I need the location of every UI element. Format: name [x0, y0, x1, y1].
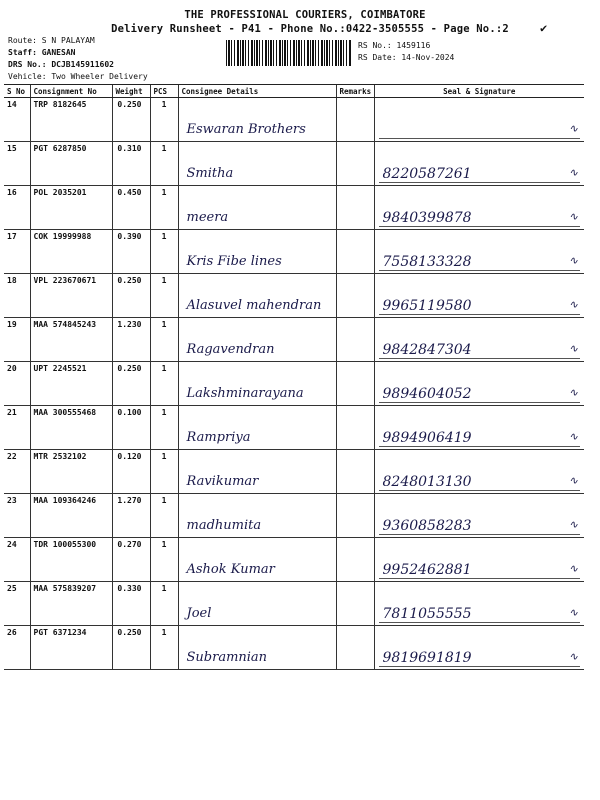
signature-line [379, 314, 581, 315]
signature-line [379, 402, 581, 403]
drs-label: DRS No.: [8, 60, 47, 69]
remarks-cell [336, 230, 374, 274]
signature-cell [374, 98, 584, 142]
weight: 1.230 [112, 318, 150, 362]
serial-number: 15 [4, 142, 30, 186]
consignee-cell [178, 450, 336, 494]
signature-line [379, 182, 581, 183]
consignee-cell [178, 274, 336, 318]
rs-no-label: RS No.: [358, 41, 392, 50]
rs-number-line [358, 41, 430, 50]
table-row [4, 230, 584, 274]
consignment-number: MAA 575839207 [30, 582, 112, 626]
signature-line [379, 226, 581, 227]
signature-line [379, 270, 581, 271]
table-row [4, 98, 584, 142]
serial-number: 20 [4, 362, 30, 406]
consignment-number: MAA 109364246 [30, 494, 112, 538]
serial-number: 19 [4, 318, 30, 362]
consignment-number: PGT 6287850 [30, 142, 112, 186]
signature-line [379, 534, 581, 535]
consignee-name: Ragavendran [186, 342, 275, 357]
pieces: 1 [150, 186, 178, 230]
drs-line [8, 60, 114, 69]
runsheet-title: THE PROFESSIONAL COURIERS, COIMBATORE [184, 9, 426, 21]
serial-number: 14 [4, 98, 30, 142]
signature-mark: ∿ [568, 518, 578, 531]
pieces: 1 [150, 582, 178, 626]
staff-line [8, 48, 75, 57]
pieces: 1 [150, 230, 178, 274]
table-header-row [4, 85, 584, 98]
weight: 1.270 [112, 494, 150, 538]
signature-cell [374, 538, 584, 582]
weight: 0.310 [112, 142, 150, 186]
signature-mark: ∿ [568, 606, 578, 619]
receiver-phone: 9360858283 [382, 518, 472, 534]
consignee-cell [178, 186, 336, 230]
pieces: 1 [150, 362, 178, 406]
receiver-phone: 9894604052 [382, 386, 472, 402]
signature-cell [374, 582, 584, 626]
pieces: 1 [150, 274, 178, 318]
signature-cell [374, 626, 584, 670]
pieces: 1 [150, 494, 178, 538]
consignee-cell [178, 362, 336, 406]
table-row [4, 406, 584, 450]
vehicle-line [8, 72, 148, 81]
remarks-cell [336, 626, 374, 670]
weight: 0.450 [112, 186, 150, 230]
signature-mark: ∿ [568, 342, 578, 355]
consignment-number: TDR 100055300 [30, 538, 112, 582]
signature-cell [374, 450, 584, 494]
consignment-number: COK 19999988 [30, 230, 112, 274]
consignment-number: PGT 6371234 [30, 626, 112, 670]
runsheet-subtitle: Delivery Runsheet - P41 - Phone No.:0422-3505555 - Page No.:2 [111, 23, 509, 35]
signature-line [379, 138, 581, 139]
table-row [4, 318, 584, 362]
receiver-phone: 7558133328 [382, 254, 472, 270]
receiver-phone: 9965119580 [382, 298, 472, 314]
tick-mark: ✔ [540, 21, 548, 35]
pieces: 1 [150, 450, 178, 494]
signature-mark: ∿ [568, 298, 578, 311]
table-row [4, 582, 584, 626]
route-line [8, 36, 95, 45]
remarks-cell [336, 98, 374, 142]
col-sno: S No [4, 85, 30, 98]
consignee-cell [178, 230, 336, 274]
weight: 0.250 [112, 362, 150, 406]
consignment-number: UPT 2245521 [30, 362, 112, 406]
consignee-name: Rampriya [186, 430, 251, 445]
remarks-cell [336, 274, 374, 318]
table-row [4, 362, 584, 406]
consignee-name: madhumita [186, 518, 262, 533]
signature-mark: ∿ [568, 210, 578, 223]
signature-line [379, 666, 581, 667]
serial-number: 18 [4, 274, 30, 318]
col-pcs: PCS [150, 85, 178, 98]
table-row [4, 186, 584, 230]
pieces: 1 [150, 538, 178, 582]
table-row [4, 142, 584, 186]
receiver-phone: 9952462881 [382, 562, 472, 578]
col-seal-signature: Seal & Signature [374, 85, 584, 98]
signature-cell [374, 186, 584, 230]
consignee-name: Lakshminarayana [186, 386, 304, 401]
rs-date-label: RS Date: [358, 53, 397, 62]
signature-line [379, 578, 581, 579]
signature-cell [374, 406, 584, 450]
signature-mark: ∿ [568, 430, 578, 443]
consignee-cell [178, 318, 336, 362]
weight: 0.250 [112, 626, 150, 670]
weight: 0.330 [112, 582, 150, 626]
col-remarks: Remarks [336, 85, 374, 98]
weight: 0.250 [112, 98, 150, 142]
col-consignee-details: Consignee Details [178, 85, 336, 98]
consignee-name: Smitha [186, 166, 234, 181]
receiver-phone: 9819691819 [382, 650, 472, 666]
consignee-cell [178, 626, 336, 670]
rs-no-value: 1459116 [396, 41, 431, 50]
signature-cell [374, 274, 584, 318]
remarks-cell [336, 318, 374, 362]
consignee-cell [178, 142, 336, 186]
serial-number: 23 [4, 494, 30, 538]
weight: 0.250 [112, 274, 150, 318]
weight: 0.120 [112, 450, 150, 494]
route-value: S N PALAYAM [41, 36, 95, 45]
receiver-phone: 7811055555 [382, 606, 472, 622]
receiver-phone: 9840399878 [382, 210, 472, 226]
consignee-cell [178, 406, 336, 450]
consignee-name: Subramnian [186, 650, 268, 665]
serial-number: 16 [4, 186, 30, 230]
receiver-phone: 8248013130 [382, 474, 472, 490]
signature-line [379, 490, 581, 491]
receiver-phone: 8220587261 [382, 166, 472, 182]
consignment-number: MAA 574845243 [30, 318, 112, 362]
consignee-name: Kris Fibe lines [186, 254, 282, 269]
vehicle-value: Two Wheeler Delivery [51, 72, 148, 81]
serial-number: 25 [4, 582, 30, 626]
barcode [226, 40, 351, 66]
pieces: 1 [150, 626, 178, 670]
remarks-cell [336, 406, 374, 450]
weight: 0.390 [112, 230, 150, 274]
table-row [4, 494, 584, 538]
signature-cell [374, 494, 584, 538]
signature-cell [374, 318, 584, 362]
receiver-phone: 9842847304 [382, 342, 472, 358]
serial-number: 26 [4, 626, 30, 670]
serial-number: 21 [4, 406, 30, 450]
route-label: Route: [8, 36, 37, 45]
consignment-number: MTR 2532102 [30, 450, 112, 494]
col-consignment-no: Consignment No [30, 85, 112, 98]
drs-value: DCJB145911602 [51, 60, 114, 69]
table-row [4, 626, 584, 670]
receiver-phone: 9894906419 [382, 430, 472, 446]
consignee-name: Alasuvel mahendran [186, 298, 322, 313]
consignee-cell [178, 582, 336, 626]
rs-date-line [358, 53, 454, 62]
signature-cell [374, 230, 584, 274]
vehicle-label: Vehicle: [8, 72, 47, 81]
serial-number: 24 [4, 538, 30, 582]
weight: 0.100 [112, 406, 150, 450]
remarks-cell [336, 362, 374, 406]
pieces: 1 [150, 142, 178, 186]
signature-mark: ∿ [568, 254, 578, 267]
consignee-name: meera [186, 210, 229, 225]
table-row [4, 274, 584, 318]
table-row [4, 538, 584, 582]
remarks-cell [336, 582, 374, 626]
remarks-cell [336, 538, 374, 582]
col-weight: Weight [112, 85, 150, 98]
consignee-name: Eswaran Brothers [186, 122, 306, 137]
signature-line [379, 446, 581, 447]
staff-label: Staff: [8, 48, 37, 57]
table-row [4, 450, 584, 494]
consignee-cell [178, 494, 336, 538]
consignment-number: TRP 8182645 [30, 98, 112, 142]
consignee-name: Joel [186, 606, 212, 621]
rs-date-value: 14-Nov-2024 [401, 53, 455, 62]
signature-mark: ∿ [568, 474, 578, 487]
remarks-cell [336, 450, 374, 494]
remarks-cell [336, 142, 374, 186]
signature-cell [374, 142, 584, 186]
pieces: 1 [150, 98, 178, 142]
runsheet-table [4, 84, 584, 670]
remarks-cell [336, 186, 374, 230]
consignee-name: Ashok Kumar [186, 562, 275, 577]
serial-number: 17 [4, 230, 30, 274]
weight: 0.270 [112, 538, 150, 582]
signature-cell [374, 362, 584, 406]
remarks-cell [336, 494, 374, 538]
consignment-number: POL 2035201 [30, 186, 112, 230]
consignment-number: VPL 223670671 [30, 274, 112, 318]
pieces: 1 [150, 318, 178, 362]
consignee-cell [178, 538, 336, 582]
signature-mark: ∿ [568, 562, 578, 575]
pieces: 1 [150, 406, 178, 450]
signature-line [379, 622, 581, 623]
signature-mark: ∿ [568, 166, 578, 179]
consignment-number: MAA 300555468 [30, 406, 112, 450]
serial-number: 22 [4, 450, 30, 494]
signature-mark: ∿ [568, 122, 578, 135]
consignee-name: Ravikumar [186, 474, 259, 489]
signature-line [379, 358, 581, 359]
signature-mark: ∿ [568, 650, 578, 663]
staff-value: GANESAN [41, 48, 76, 57]
signature-mark: ∿ [568, 386, 578, 399]
consignee-cell [178, 98, 336, 142]
